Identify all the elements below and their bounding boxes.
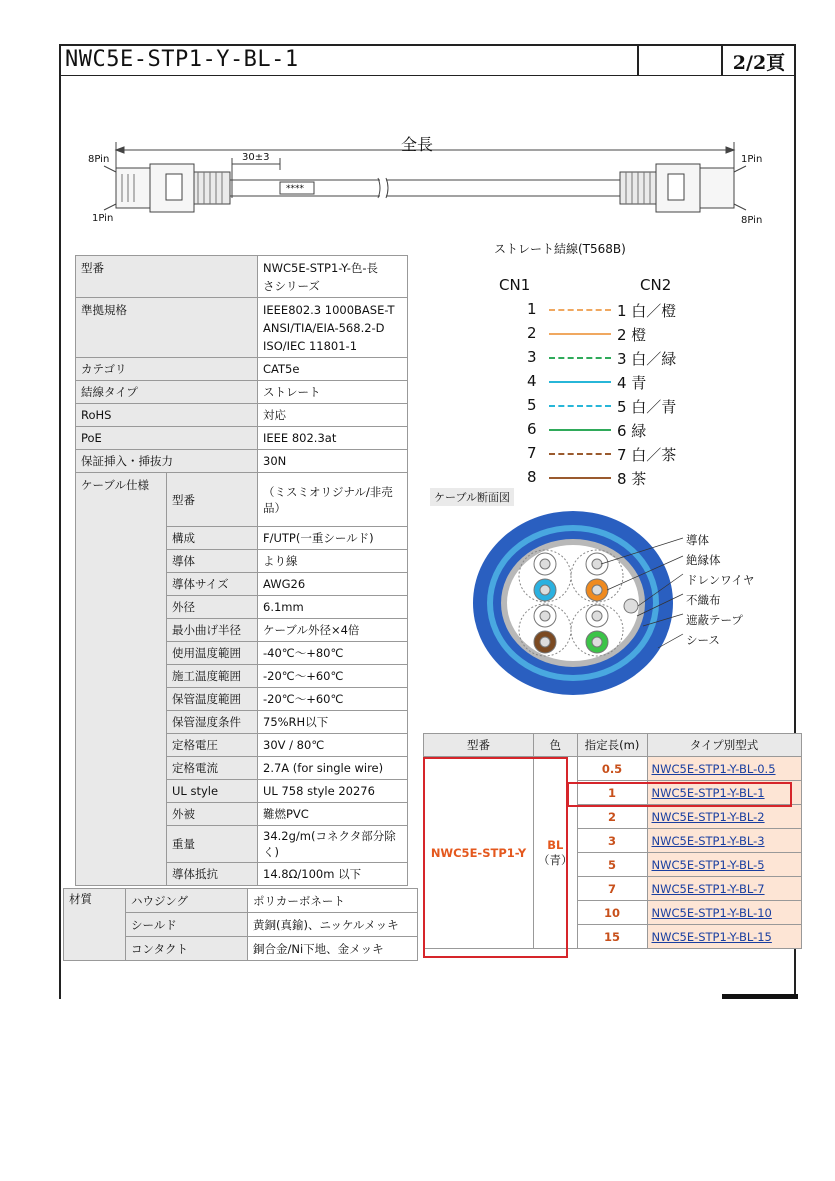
spec-value: （ミスミオリジナル/非売品）	[258, 473, 408, 527]
pin-number: 6	[527, 420, 537, 438]
pin-row	[527, 444, 677, 464]
spec-key: 導体抵抗	[167, 863, 258, 886]
spec-value: 6.1mm	[258, 596, 408, 619]
spec-key: カテゴリ	[76, 358, 258, 381]
model-number-cell	[647, 805, 801, 829]
spec-value: ストレート	[258, 381, 408, 404]
spec-key: 保証挿入・挿抜力	[76, 450, 258, 473]
pin-number: 2	[527, 324, 537, 342]
model-number-cell	[647, 901, 801, 925]
spec-value: -20℃～+60℃	[258, 665, 408, 688]
callout-label: ドレンワイヤ	[686, 573, 755, 587]
header-bar	[59, 44, 796, 76]
pin-number: 7	[527, 444, 537, 462]
spec-value: AWG26	[258, 573, 408, 596]
material-part: ハウジング	[126, 889, 248, 913]
pin-label: 4 青	[617, 374, 647, 392]
callout-label: 絶縁体	[686, 553, 721, 567]
spec-key: 導体	[167, 550, 258, 573]
spec-key: 準拠規格	[76, 298, 258, 358]
spec-key: 重量	[167, 826, 258, 863]
model-number-link[interactable]: NWC5E-STP1-Y-BL-5	[651, 857, 765, 872]
material-value: 銅合金/Ni下地、金メッキ	[248, 937, 418, 961]
spec-value: ケーブル外径×4倍	[258, 619, 408, 642]
spec-key: 構成	[167, 527, 258, 550]
model-number-cell	[647, 781, 801, 805]
wire-line	[549, 357, 611, 359]
pin-label: 6 緑	[617, 422, 647, 440]
wire-line	[549, 333, 611, 335]
spec-value: UL 758 style 20276	[258, 780, 408, 803]
column-header: 型番	[424, 734, 534, 757]
spec-key: 保管湿度条件	[167, 711, 258, 734]
spec-value: 14.8Ω/100m 以下	[258, 863, 408, 886]
pin-label: 1Pin	[741, 154, 763, 165]
spec-key: PoE	[76, 427, 258, 450]
pin-row	[527, 324, 647, 344]
spec-key: 外径	[167, 596, 258, 619]
material-row	[64, 889, 418, 913]
spec-value: IEEE 802.3at	[258, 427, 408, 450]
spec-key: 最小曲げ半径	[167, 619, 258, 642]
header-divider	[637, 44, 639, 76]
spec-row	[76, 381, 408, 404]
pin-label: 3 白／緑	[617, 350, 677, 368]
cross-section-title: ケーブル断面図	[430, 488, 514, 506]
column-header: 指定長(m)	[577, 734, 647, 757]
wire-line	[549, 477, 611, 479]
pin-label: 1 白／橙	[617, 302, 677, 320]
length-cell: 2	[577, 805, 647, 829]
model-row	[424, 757, 802, 781]
spec-group-label: ケーブル仕様	[76, 473, 167, 886]
pin-row	[527, 300, 677, 320]
spec-key: 結線タイプ	[76, 381, 258, 404]
callout-label: 不織布	[686, 593, 721, 607]
pin-number: 1	[527, 300, 537, 318]
material-value: 黄銅(真鍮)、ニッケルメッキ	[248, 913, 418, 937]
spec-key: RoHS	[76, 404, 258, 427]
bottom-rule	[722, 994, 798, 999]
material-part: シールド	[126, 913, 248, 937]
color-cell	[534, 757, 578, 949]
spec-value: 30N	[258, 450, 408, 473]
color-code: BL	[547, 837, 564, 852]
cn1-label: CN1	[499, 276, 531, 294]
spec-value: 対応	[258, 404, 408, 427]
spec-key: 定格電流	[167, 757, 258, 780]
material-part: コンタクト	[126, 937, 248, 961]
length-cell: 1	[577, 781, 647, 805]
spec-key: 型番	[167, 473, 258, 527]
spec-row	[76, 427, 408, 450]
wire-line	[549, 381, 611, 383]
spec-table	[75, 255, 408, 886]
column-header: タイプ別型式	[647, 734, 801, 757]
model-number-cell	[647, 853, 801, 877]
pin-number: 3	[527, 348, 537, 366]
pin-label: 2 橙	[617, 326, 647, 344]
pin-label: 8Pin	[88, 154, 110, 165]
wire-line	[549, 429, 611, 431]
dimension-label: 30±3	[242, 152, 270, 163]
wire-line	[549, 453, 611, 455]
spec-value: F/UTP(一重シールド)	[258, 527, 408, 550]
material-label: 材質	[64, 889, 126, 961]
spec-row	[76, 256, 408, 298]
pin-number: 8	[527, 468, 537, 486]
spec-row	[76, 298, 408, 358]
material-table	[63, 888, 418, 961]
pin-number: 4	[527, 372, 537, 390]
header-divider	[721, 44, 723, 76]
model-number-link[interactable]: NWC5E-STP1-Y-BL-2	[651, 809, 765, 824]
pin-row	[527, 420, 647, 440]
pin-row	[527, 348, 677, 368]
length-cell: 15	[577, 925, 647, 949]
spec-key: 導体サイズ	[167, 573, 258, 596]
spec-value-line: ISO/IEC 11801-1	[263, 338, 358, 353]
base-model: NWC5E-STP1-Y	[424, 757, 534, 949]
model-number-link[interactable]: NWC5E-STP1-Y-BL-3	[651, 833, 765, 848]
model-number-cell	[647, 829, 801, 853]
spec-key: 型番	[76, 256, 258, 298]
wire-line	[549, 309, 611, 311]
spec-value: 2.7A (for single wire)	[258, 757, 408, 780]
spec-value	[258, 256, 408, 298]
spec-value: -20℃～+60℃	[258, 688, 408, 711]
spec-row	[76, 358, 408, 381]
pin-number: 5	[527, 396, 537, 414]
spec-value	[258, 298, 408, 358]
spec-key: UL style	[167, 780, 258, 803]
callout-label: 導体	[686, 533, 709, 547]
pin-label: 7 白／茶	[617, 446, 677, 464]
spec-value: CAT5e	[258, 358, 408, 381]
spec-key: 保管温度範囲	[167, 688, 258, 711]
length-cell: 10	[577, 901, 647, 925]
pin-row	[527, 468, 647, 488]
model-number-link[interactable]: NWC5E-STP1-Y-BL-10	[651, 905, 772, 920]
model-number-cell	[647, 757, 801, 781]
callout-label: シース	[686, 633, 720, 647]
model-number-cell	[647, 877, 801, 901]
pin-row	[527, 372, 647, 392]
spec-value-line: IEEE802.3 1000BASE-T	[263, 302, 395, 317]
spec-value: -40℃～+80℃	[258, 642, 408, 665]
spec-value: より線	[258, 550, 408, 573]
pin-label: 1Pin	[92, 213, 114, 224]
spec-value: 30V / 80℃	[258, 734, 408, 757]
wire-line	[549, 405, 611, 407]
spec-row	[76, 450, 408, 473]
model-number-link[interactable]: NWC5E-STP1-Y-BL-1	[651, 785, 765, 800]
length-cell: 5	[577, 853, 647, 877]
wiring-title: ストレート結線(T568B)	[494, 242, 626, 256]
pin-label: 5 白／青	[617, 398, 677, 416]
spec-value-line: さシリーズ	[263, 278, 320, 293]
cn2-label: CN2	[640, 276, 672, 294]
spec-value-line: NWC5E-STP1-Y-色-長	[263, 260, 379, 275]
spec-value: 34.2g/m(コネクタ部分除く)	[258, 826, 408, 863]
cable-marking: ****	[286, 184, 304, 194]
spec-key: 定格電圧	[167, 734, 258, 757]
spec-value: 難燃PVC	[258, 803, 408, 826]
model-table	[423, 733, 802, 949]
material-value: ポリカーボネート	[248, 889, 418, 913]
model-number-link[interactable]: NWC5E-STP1-Y-BL-15	[651, 929, 772, 944]
spec-key: 外被	[167, 803, 258, 826]
model-number-link[interactable]: NWC5E-STP1-Y-BL-7	[651, 881, 765, 896]
length-cell: 3	[577, 829, 647, 853]
model-number-link[interactable]: NWC5E-STP1-Y-BL-0.5	[651, 761, 776, 776]
pin-label: 8 茶	[617, 470, 647, 488]
model-number-cell	[647, 925, 801, 949]
length-cell: 7	[577, 877, 647, 901]
color-name: （青）	[538, 852, 573, 867]
document-title: NWC5E-STP1-Y-BL-1	[65, 47, 299, 72]
spec-row	[76, 473, 408, 527]
cable-cross-section	[473, 508, 693, 698]
length-cell: 0.5	[577, 757, 647, 781]
spec-key: 使用温度範囲	[167, 642, 258, 665]
total-length-label: 全長	[401, 135, 434, 154]
spec-value-line: ANSI/TIA/EIA-568.2-D	[263, 320, 385, 335]
pin-label: 8Pin	[741, 215, 763, 226]
column-header: 色	[534, 734, 578, 757]
page-number: 2/2頁	[732, 52, 786, 74]
spec-key: 施工温度範囲	[167, 665, 258, 688]
pin-row	[527, 396, 677, 416]
spec-row	[76, 404, 408, 427]
spec-value: 75%RH以下	[258, 711, 408, 734]
callout-label: 遮蔽テープ	[686, 613, 743, 627]
